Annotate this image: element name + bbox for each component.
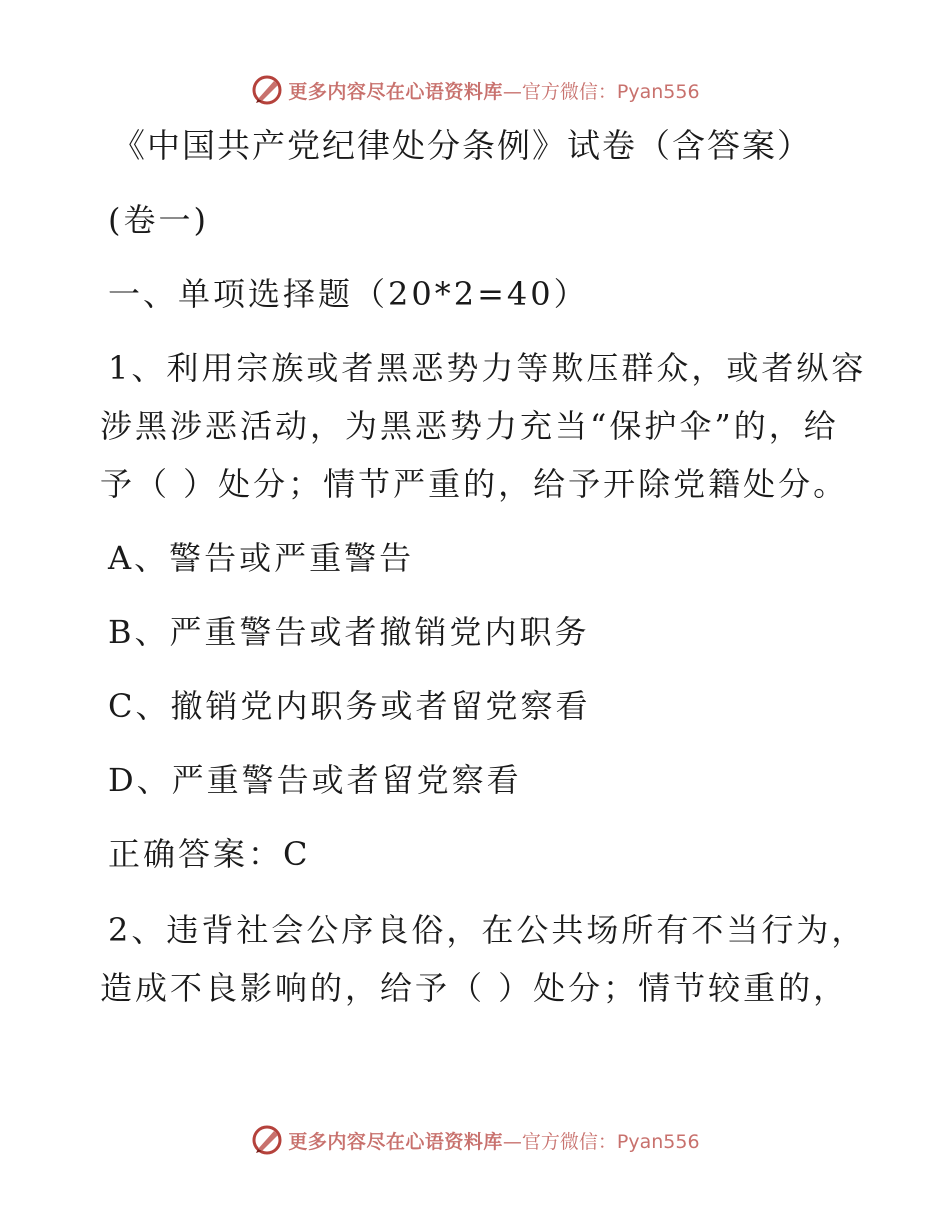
watermark-contact: —官方微信：Pyan556 <box>502 1130 700 1153</box>
question-2-line-2: 造成不良影响的，给予（ ）处分；情节较重的， <box>100 969 849 1007</box>
document-title: 《中国共产党纪律处分条例》试卷（含答案） <box>112 126 812 165</box>
question-1-option-b: B、严重警告或者撤销党内职务 <box>108 613 590 651</box>
watermark-text: 更多内容尽在心语资料库 <box>288 1130 503 1153</box>
question-2-line-1: 2、违背社会公序良俗，在公共场所有不当行为， <box>108 911 867 949</box>
volume-label: (卷一) <box>108 201 209 239</box>
question-1-line-2: 涉黑涉恶活动，为黑恶势力充当“保护伞”的，给 <box>100 407 839 445</box>
watermark-contact: —官方微信：Pyan556 <box>502 80 700 103</box>
question-1-option-d: D、严重警告或者留党察看 <box>108 761 522 799</box>
header-watermark <box>0 70 950 110</box>
pen-logo-icon <box>250 1123 284 1157</box>
question-1-option-a: A、警告或严重警告 <box>108 539 415 577</box>
question-1-option-c: C、撤销党内职务或者留党察看 <box>108 687 591 725</box>
section-heading: 一、单项选择题（20*2=40） <box>108 275 589 313</box>
footer-watermark <box>0 1120 950 1160</box>
pen-logo-icon <box>250 73 284 107</box>
question-1-answer: 正确答案：C <box>108 835 311 873</box>
watermark-text: 更多内容尽在心语资料库 <box>288 80 503 103</box>
question-1-line-1: 1、利用宗族或者黑恶势力等欺压群众，或者纵容 <box>108 349 867 387</box>
question-1-line-3: 予（ ）处分；情节严重的，给予开除党籍处分。 <box>100 465 849 503</box>
